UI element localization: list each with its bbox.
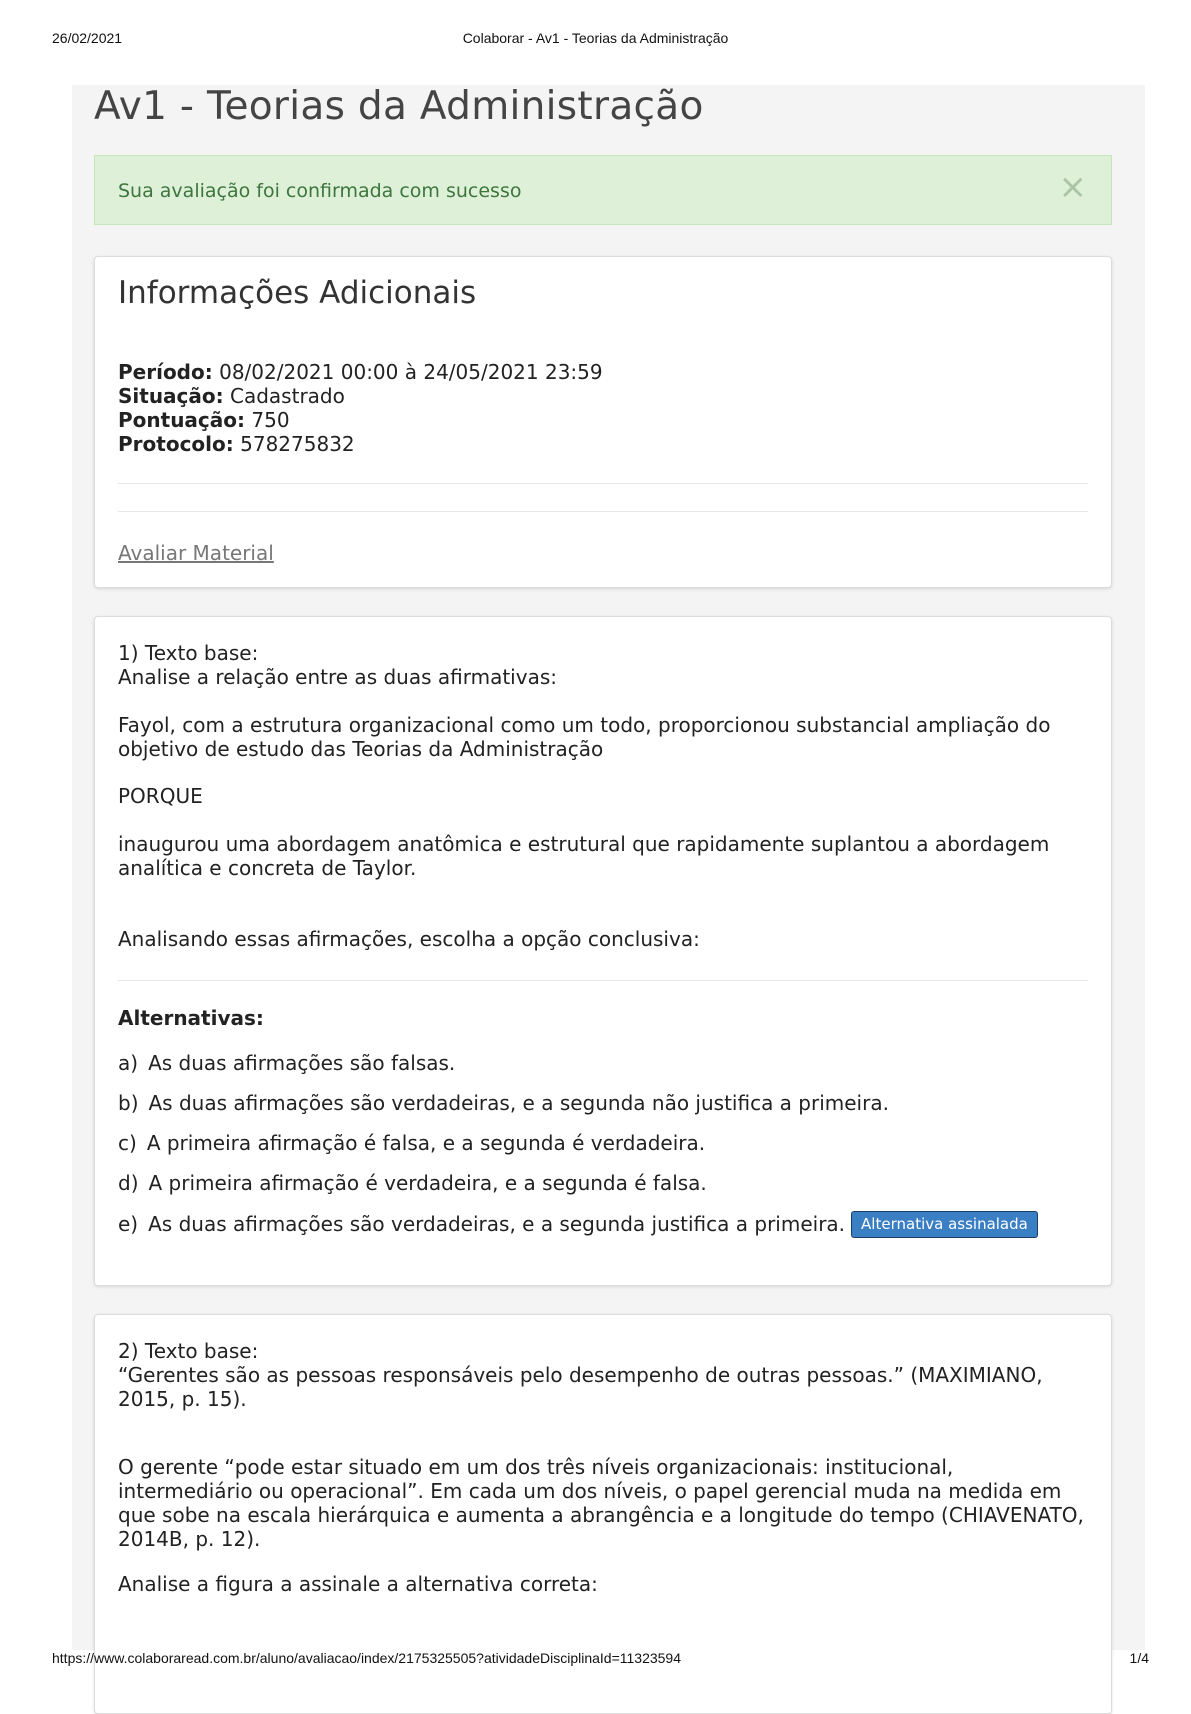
protocolo-row — [118, 432, 603, 456]
alternative-e[interactable] — [118, 1211, 1038, 1238]
question-1-header: 1) Texto base: — [118, 641, 259, 665]
question-2-quote: “Gerentes são as pessoas responsáveis pelo desempenho de outras pessoas.” (MAXIMIANO, 2015, p. 15). — [118, 1363, 1043, 1411]
divider — [118, 483, 1088, 484]
alternative-letter: b) — [118, 1091, 139, 1115]
selected-alternative-badge: Alternativa assinalada — [851, 1211, 1038, 1238]
alert-message: Sua avaliação foi confirmada com sucesso — [118, 180, 522, 202]
alternative-letter: d) — [118, 1171, 139, 1195]
print-page-number: 1/4 — [1129, 1650, 1149, 1666]
info-fields — [118, 360, 603, 456]
pontuacao-value: 750 — [245, 408, 290, 432]
question-1-statement-1: Fayol, com a estrutura organizacional como um todo, proporcionou substancial ampliação do objetivo de estudo das Teorias da Administração — [118, 713, 1051, 761]
alternative-d[interactable] — [118, 1171, 707, 1195]
alternative-text: As duas afirmações são falsas. — [148, 1051, 456, 1075]
alternatives-header: Alternativas: — [118, 1006, 264, 1030]
question-2-paragraph: O gerente “pode estar situado em um dos três níveis organizacionais: institucional, intermediário ou operacional”. Em cada um dos níveis, o papel gerencial muda na medida em que sobe na escala hierárquica e aumenta a abrangência e a longitude do tempo (CHIAVENATO, 2014B, p. 12). — [118, 1455, 1084, 1551]
periodo-row — [118, 360, 603, 384]
periodo-value: 08/02/2021 00:00 à 24/05/2021 23:59 — [212, 360, 603, 384]
success-alert — [94, 155, 1112, 225]
print-url: https://www.colaboraread.com.br/aluno/avaliacao/index/2175325505?atividadeDisciplinaId=11323594 — [52, 1650, 682, 1666]
situacao-row — [118, 384, 603, 408]
protocolo-label: Protocolo: — [118, 432, 234, 456]
print-date: 26/02/2021 — [52, 30, 123, 46]
alternative-letter: c) — [118, 1131, 137, 1155]
alternative-text: A primeira afirmação é falsa, e a segunda é verdadeira. — [146, 1131, 706, 1155]
alternative-b[interactable] — [118, 1091, 889, 1115]
info-title: Informações Adicionais — [118, 275, 477, 311]
alternative-letter: a) — [118, 1051, 139, 1075]
situacao-label: Situação: — [118, 384, 224, 408]
question-card-1 — [94, 616, 1112, 1286]
alternative-letter: e) — [118, 1212, 139, 1236]
question-1-statement-2: inaugurou uma abordagem anatômica e estrutural que rapidamente suplantou a abordagem analítica e concreta de Taylor. — [118, 832, 1050, 880]
question-2-header: 2) Texto base: — [118, 1339, 259, 1363]
periodo-label: Período: — [118, 360, 213, 384]
alternative-text: As duas afirmações são verdadeiras, e a segunda justifica a primeira. — [148, 1212, 846, 1236]
avaliar-material-link[interactable]: Avaliar Material — [118, 541, 274, 565]
alternative-c[interactable] — [118, 1131, 705, 1155]
close-icon[interactable]: × — [1058, 167, 1087, 207]
divider — [118, 980, 1088, 981]
question-1-prompt: Analisando essas afirmações, escolha a opção conclusiva: — [118, 927, 700, 951]
protocolo-value: 578275832 — [233, 432, 355, 456]
alternative-text: A primeira afirmação é verdadeira, e a segunda é falsa. — [148, 1171, 707, 1195]
info-card — [94, 256, 1112, 588]
situacao-value: Cadastrado — [223, 384, 345, 408]
question-1-porque: PORQUE — [118, 784, 203, 808]
divider — [118, 511, 1088, 512]
question-1-intro: Analise a relação entre as duas afirmativas: — [118, 665, 557, 689]
page-title: Av1 - Teorias da Administração — [94, 84, 704, 129]
pontuacao-row — [118, 408, 603, 432]
alternative-text: As duas afirmações são verdadeiras, e a segunda não justifica a primeira. — [148, 1091, 889, 1115]
print-doc-title: Colaborar - Av1 - Teorias da Administração — [462, 30, 729, 46]
print-footer — [0, 1650, 1191, 1670]
print-header — [0, 30, 1191, 50]
alternative-a[interactable] — [118, 1051, 455, 1075]
question-2-prompt: Analise a figura a assinale a alternativa correta: — [118, 1572, 598, 1596]
pontuacao-label: Pontuação: — [118, 408, 246, 432]
